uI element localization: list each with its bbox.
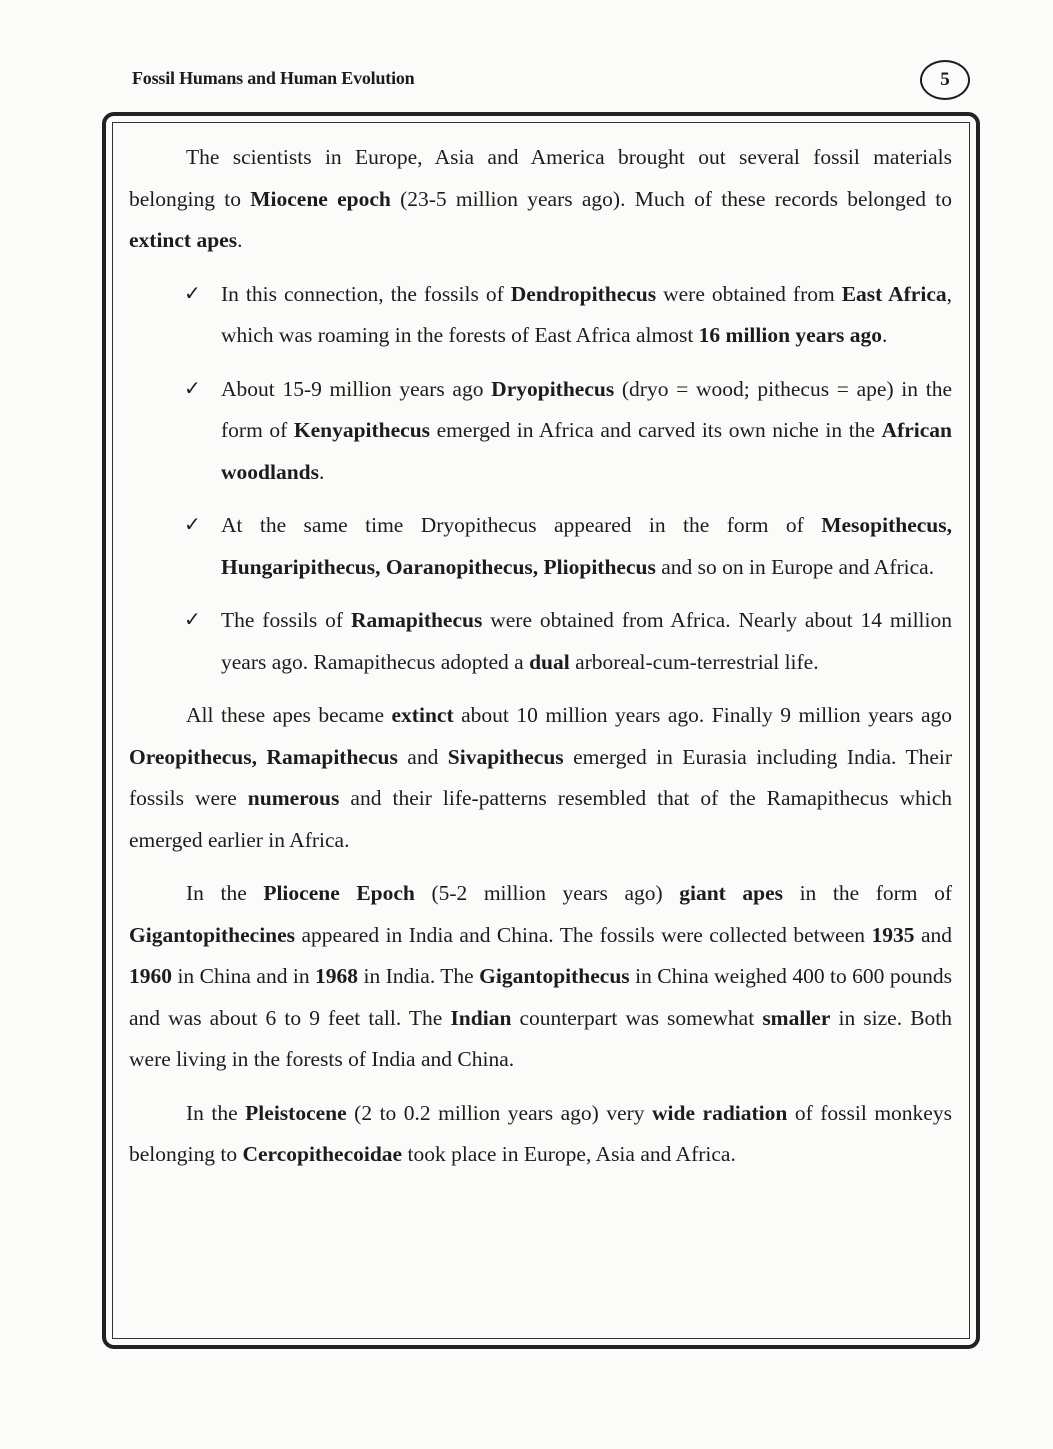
pliocene-paragraph: In the Pliocene Epoch (5-2 million years ago) giant apes in the form of Gigantopithecines appeared in India and China. The fossils were collected between 1935 and 1960 in China and in 1968 in India. The Gigantopithecus in China weighed 400 to 600 pounds and was about 6 to 9 feet tall. The Indian counterpart was somewhat smaller in size. Both were living in the forests of India and China. — [129, 881, 953, 1071]
bullet-text: About 15-9 million years ago Dryopithecus (dryo = wood; pithecus = ape) in the form of Kenyapithecus emerged in Africa and carved its own niche in the African woodlands. — [221, 376, 952, 484]
bullet-item — [129, 274, 952, 357]
fossil-bullet-list — [129, 274, 952, 684]
bullet-item — [129, 369, 952, 494]
bullet-item — [129, 600, 952, 683]
bullet-text: In this connection, the fossils of Dendropithecus were obtained from East Africa, which was roaming in the forests of East Africa almost 16 million years ago. — [221, 281, 952, 347]
extinction-paragraph: All these apes became extinct about 10 million years ago. Finally 9 million years ago Oreopithecus, Ramapithecus and Sivapithecus emerged in Eurasia including India. Their fossils were numerous and their life-patterns resembled that of the Ramapithecus which emerged earlier in Africa. — [129, 703, 953, 852]
bullet-item — [129, 505, 952, 588]
checkmark-icon: ✓ — [184, 377, 201, 400]
checkmark-icon: ✓ — [184, 282, 201, 305]
bullet-text: At the same time Dryopithecus appeared in the form of Mesopithecus, Hungaripithecus, Oaranopithecus, Pliopithecus and so on in Europe and Africa. — [221, 513, 952, 579]
checkmark-icon: ✓ — [184, 514, 201, 536]
pleistocene-paragraph: In the Pleistocene (2 to 0.2 million years ago) very wide radiation of fossil monkeys belonging to Cercopithecoidae took place in Europe, Asia and Africa. — [129, 1100, 952, 1166]
page-number-badge: 5 — [920, 60, 970, 100]
running-head: Fossil Humans and Human Evolution — [132, 68, 415, 88]
checkmark-icon: ✓ — [184, 609, 201, 631]
content-body — [129, 137, 952, 1188]
bullet-text: The fossils of Ramapithecus were obtained from Africa. Nearly about 14 million years ago. Ramapithecus adopted a dual arboreal-cum-terrestrial life. — [221, 608, 952, 674]
intro-paragraph: The scientists in Europe, Asia and America brought out several fossil materials belonging to Miocene epoch (23-5 million years ago). Much of these records belonged to extinct apes. — [129, 145, 952, 252]
